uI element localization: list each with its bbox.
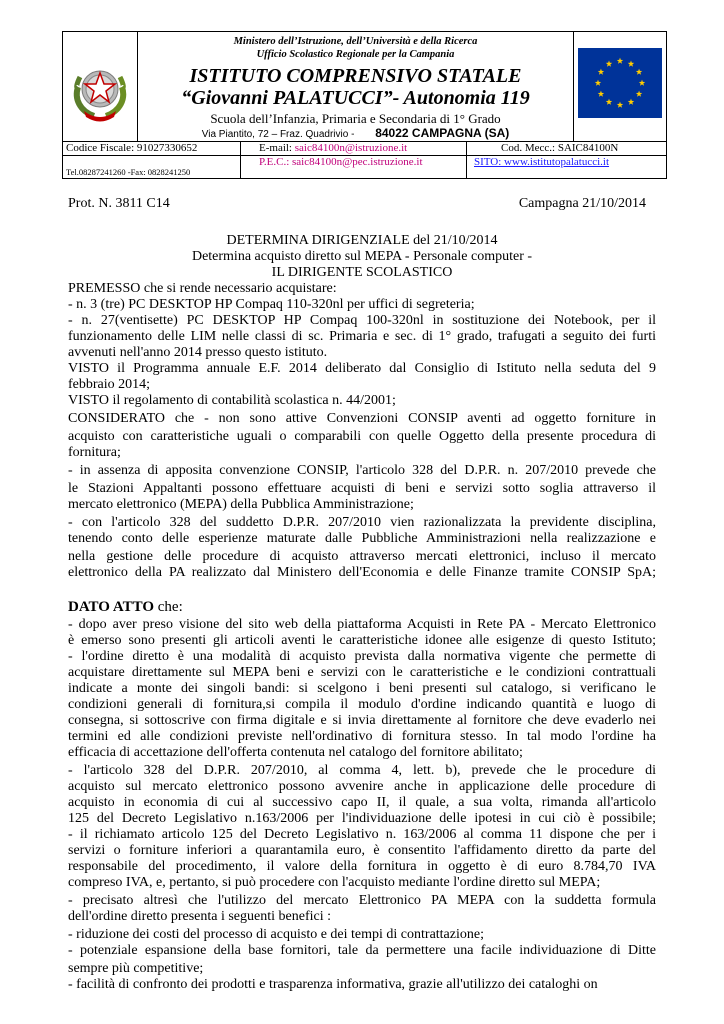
email-label: E-mail: [259,142,295,154]
body-text-line: termini ed alle condizioni previste nell'ordinativo di fornitura stesso. In tal modo l'ordine ha [68,729,656,744]
regional-office: Ufficio Scolastico Regionale per la Campania [256,49,455,60]
eu-flag-icon [574,32,666,140]
body-text-line: PREMESSO che si rende necessario acquistare: [68,281,337,296]
emblem-cell [63,32,138,141]
letterhead-text [138,32,573,141]
body-text-line: acquisto con caratteristiche uguali o comparabili con quelle Oggetto della presente procedura di [68,429,656,444]
determina-title: DETERMINA DIRIGENZIALE del 21/10/2014 [226,233,498,248]
body-text-line: efficacia di accettazione dell'offerta contenuta nel catalogo del fornitore abilitato; [68,745,523,760]
body-text-line: - con l'articolo 328 del suddetto D.P.R. 207/2010 vien razionalizzata la previdente disciplina, [68,515,656,530]
pec-address[interactable]: P.E.C.: saic84100n@pec.istruzione.it [241,156,467,178]
tel-fax: Tel.08287241260 -Fax: 0828241250 [63,156,241,178]
body-text-line: - potenziale espansione della base fornitori, tale da permettere una facile individuazione di Ditte [68,943,656,958]
body-text-line: acquistare direttamente sul MEPA beni e servizi con le caratteristiche e le condizioni contrattuali [68,665,656,680]
city-postcode: 84022 CAMPAGNA (SA) [375,126,510,140]
body-text-line: fornitura; [68,445,121,460]
street-address: Via Piantito, 72 – Fraz. Quadrivio - [201,129,355,140]
body-text-line: - l'ordine diretto è una modalità di acquisto prevista dalla normativa vigente che permette di [68,649,656,664]
body-text-line: tenendo conto delle esperienze maturate dalle Pubbliche Amministrazioni nella realizzazione e [68,531,656,546]
body-text-line: - facilità di confronto dei prodotti e trasparenza informativa, grazie all'utilizzo dei cataloghi on [68,977,598,992]
ministry-name: Ministero dell’Istruzione, dell’Università e della Ricerca [233,36,478,47]
body-text-line: - il richiamato articolo 125 del Decreto Legislativo n. 163/2006 al comma 11 dispone che per i [68,827,656,842]
body-text-line: nella gestione delle procedure di acquisto attraverso mercati elettronici, incluso il mercato [68,549,656,564]
body-text-line: 125 del Decreto Legislativo n.163/2006 per l'individuazione delle ipotesi in cui ciò è possibile; [68,811,656,826]
body-text-line: - precisato altresì che l'utilizzo del mercato Elettronico PA MEPA con la suddetta formula [68,893,656,908]
body-text-line: avvenuti nell'anno 2014 presso questo istituto. [68,345,328,360]
flag-cell [573,32,666,141]
body-text-line: servizi o forniture inferiori a quarantamila euro, è consentito l'affidamento diretto da parte del [68,843,656,858]
body-text-line: febbraio 2014; [68,377,151,392]
italian-republic-emblem-icon [63,32,137,140]
body-text-line: - dopo aver preso visione del sito web della piattaforma Acquisti in Rete PA - Mercato Elettronico [68,617,656,632]
website-link[interactable]: SITO: www.istitutopalatucci.it [474,156,610,168]
body-text-line: mercato elettronico (MEPA) della Pubblica Amministrazione; [68,497,414,512]
protocol-number: Prot. N. 3811 C14 [68,196,170,211]
body-text-line: compreso IVA, e, pertanto, si può procedere con l'acquisto mediante l'ordine diretto sul MEPA; [68,875,601,890]
signatory-title: IL DIRIGENTE SCOLASTICO [271,265,453,280]
protocol-line [68,195,656,212]
body-text-line: - l'articolo 328 del D.P.R. 207/2010, al comma 4, lett. b), prevede che le procedure di [68,763,656,778]
determina-subject: Determina acquisto diretto sul MEPA - Personale computer - [191,249,533,264]
email-link[interactable]: saic84100n@istruzione.it [294,142,408,154]
body-text-line: acquisto in economia di cui al successivo capo II, il quale, a sua volta, rimanda all'articolo [68,795,656,810]
body-text-line: le Stazioni Appaltanti possono effettuare acquisti di beni e servizi sotto soglia attraverso il [68,481,656,496]
school-type: ISTITUTO COMPRENSIVO STATALE [189,65,522,87]
email-cell [241,142,467,155]
letterhead [62,31,667,179]
body-text-line: - n. 3 (tre) PC DESKTOP HP Compaq 110-320nl per uffici di segreteria; [68,297,475,312]
body-text-line: - riduzione dei costi del processo di acquisto e dei tempi di contrattazione; [68,927,484,942]
body-text-line: responsabile del procedimento, il valore della fornitura in oggetto è di euro 8.784,70 IVA [68,859,656,874]
ministry-heading [138,35,573,61]
letterhead-top [63,32,666,141]
body-text-line: funzionamento delle LIM nelle classi di sc. Primaria e sec. di 1° grado, trafugati a seguito dei furti [68,329,656,344]
body-text-line: VISTO il Programma annuale E.F. 2014 deliberato dal Consiglio di Istituto nella seduta del 9 [68,361,656,376]
body-text-line: CONSIDERATO che - non sono attive Convenzioni CONSIP aventi ad oggetto forniture in [68,411,656,426]
body-text-line: condizioni generali di fornitura,si compila il modulo d'ordine indicando quantità e luogo di [68,697,656,712]
school-name: “Giovanni PALATUCCI”- Autonomia 119 [181,87,530,109]
body-text-line: consegna, si sottoscrive con firma digitale e si invia direttamente al fornitore che deve evaderlo nei [68,713,656,728]
body-text-line: - in assenza di apposita convenzione CONSIP, l'articolo 328 del D.P.R. n. 207/2010 prevede che [68,463,656,478]
body-text-line: è emerso sono presenti gli articoli aventi le caratteristiche idonee alle esigenze di questo Istituto; [68,633,656,648]
cod-mecc: Cod. Mecc.: SAIC84100N [501,142,619,154]
dato-atto-label: DATO ATTO [68,599,155,615]
body-text-line: indicate a monte dei singoli bandi: si scelgono i beni presenti sul catalogo, si verificano le [68,681,656,696]
body-text-line: sempre più competitive; [68,961,204,976]
dato-atto-heading [68,599,656,616]
place-date: Campagna 21/10/2014 [518,196,646,211]
codice-fiscale: Codice Fiscale: 91027330652 [63,142,241,155]
body-text-line: VISTO il regolamento di contabilità scolastica n. 44/2001; [68,393,396,408]
contact-row-1 [63,141,666,155]
body-text-line: elettronico della PA realizzato dal Ministero dell'Economia e delle Finanze tramite CONSIP SpA; [68,565,656,580]
body-text-line: dell'ordine diretto presenta i seguenti benefici : [68,909,331,924]
body-text-line: - n. 27(ventisette) PC DESKTOP HP Compaq 100-320nl in sostituzione dei Notebook, per il [68,313,656,328]
school-levels: Scuola dell’Infanzia, Primaria e Secondaria di 1° Grado [210,111,501,126]
dato-atto-suffix: che: [154,599,183,615]
contact-row-2 [63,155,666,178]
school-address [138,127,573,141]
body-text-line: acquisto sul mercato elettronico possono avvenire anche in applicazione delle procedure di [68,779,656,794]
